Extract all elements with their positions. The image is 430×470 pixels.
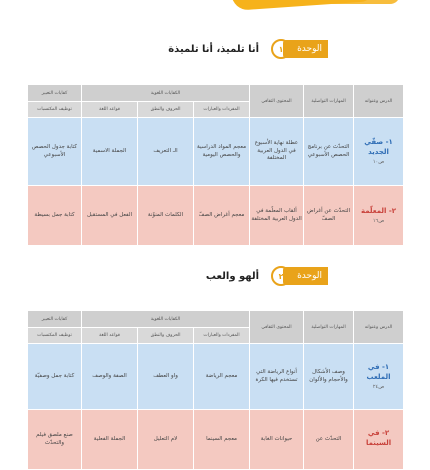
- col-writing: كفايات التعبير: [28, 85, 82, 102]
- table-row: [28, 186, 404, 246]
- culture-cell: أنواع الرياضة التي تستخدم فيها الكرة: [250, 344, 304, 410]
- col-language-skills: الكفايات اللغوية: [82, 311, 250, 328]
- lesson-cell[interactable]: [354, 118, 404, 186]
- unit-1-number: ١: [271, 39, 291, 59]
- lesson-cell[interactable]: [354, 186, 404, 246]
- letters-cell: الـ التعريف: [138, 118, 194, 186]
- lesson-cell[interactable]: [354, 410, 404, 470]
- unit-2-header: [206, 265, 328, 287]
- grammar-cell: الجملة الاسمية: [82, 118, 138, 186]
- col-communication: المهارات التواصلية: [304, 85, 354, 118]
- table-row: [28, 118, 404, 186]
- col-writing: كفايات التعبير: [28, 311, 82, 328]
- writing-cell: كتابة جمل بسيطة: [28, 186, 82, 246]
- letters-cell: الكلمات المنوّنة: [138, 186, 194, 246]
- col-vocab: المفردات والعبارات: [194, 102, 250, 118]
- communication-cell: التحدّث عن برنامج الحصص الأسبوعي: [304, 118, 354, 186]
- communication-cell: التحدّث عن أغراض الصفّ: [304, 186, 354, 246]
- vocab-cell: معجم أغراض الصفّ: [194, 186, 250, 246]
- lesson-title: ١- في الملعب: [366, 363, 391, 381]
- col-lesson: الدرس وعنوانه: [354, 311, 404, 344]
- culture-cell: ألقاب المعلّمة في الدول العربية المختلفة: [250, 186, 304, 246]
- culture-cell: عطلة نهاية الأسبوع في الدول العربية المختلفة: [250, 118, 304, 186]
- grammar-cell: الفعل في المستقبل: [82, 186, 138, 246]
- col-culture: المحتوى الثقافي: [250, 85, 304, 118]
- vocab-cell: معجم السينما: [194, 410, 250, 470]
- unit-1-badge: [283, 40, 328, 58]
- col-language-skills: الكفايات اللغوية: [82, 85, 250, 102]
- letters-cell: واو العطف: [138, 344, 194, 410]
- col-grammar: قواعد اللغة: [82, 102, 138, 118]
- col-vocab: المفردات والعبارات: [194, 328, 250, 344]
- writing-cell: صنع ملصق فيلم والتحدّث: [28, 410, 82, 470]
- lesson-title: ١- صفّي الجديد: [364, 138, 393, 156]
- col-letters: الحروف والنطق: [138, 102, 194, 118]
- unit-1-table: [27, 84, 404, 246]
- communication-cell: وصف الأشكال والأحجام والألوان: [304, 344, 354, 410]
- vocab-cell: معجم المواد الدراسية والحصص اليومية: [194, 118, 250, 186]
- col-strategies: توظيف المكتسبات: [28, 102, 82, 118]
- grammar-cell: الجملة الفعلية: [82, 410, 138, 470]
- unit-2-badge: [283, 267, 328, 285]
- lesson-title: ٢- المعلّمة: [360, 206, 397, 215]
- writing-cell: كتابة جدول الحصص الأسبوعي: [28, 118, 82, 186]
- communication-cell: التحدّث عن: [304, 410, 354, 470]
- writing-cell: كتابة جمل وصفيّة: [28, 344, 82, 410]
- col-culture: المحتوى الثقافي: [250, 311, 304, 344]
- col-strategies: توظيف المكتسبات: [28, 328, 82, 344]
- unit-1-label: الوحدة: [297, 44, 322, 54]
- lesson-cell[interactable]: [354, 344, 404, 410]
- lesson-page: ص١٦: [372, 218, 385, 225]
- grammar-cell: الصفة والوصف: [82, 344, 138, 410]
- unit-2-table: [27, 310, 404, 470]
- letters-cell: لام التعليل: [138, 410, 194, 470]
- lesson-page: ص٢٤: [372, 383, 385, 390]
- col-grammar: قواعد اللغة: [82, 328, 138, 344]
- lesson-title: ٢- في السينما: [365, 429, 392, 447]
- col-communication: المهارات التواصلية: [304, 311, 354, 344]
- vocab-cell: معجم الرياضة: [194, 344, 250, 410]
- table-row: [28, 344, 404, 410]
- unit-2-number: ٢: [271, 266, 291, 286]
- culture-cell: حيوانات الغابة: [250, 410, 304, 470]
- table-row: [28, 410, 404, 470]
- col-letters: الحروف والنطق: [138, 328, 194, 344]
- unit-1-title: أنا تلميذ، أنا تلميذة: [168, 43, 260, 55]
- unit-2-label: الوحدة: [297, 271, 322, 281]
- col-lesson: الدرس وعنوانه: [354, 85, 404, 118]
- unit-1-header: [168, 38, 328, 60]
- unit-2-title: ألهو والعب: [205, 270, 260, 282]
- lesson-page: ص١٠: [372, 158, 385, 165]
